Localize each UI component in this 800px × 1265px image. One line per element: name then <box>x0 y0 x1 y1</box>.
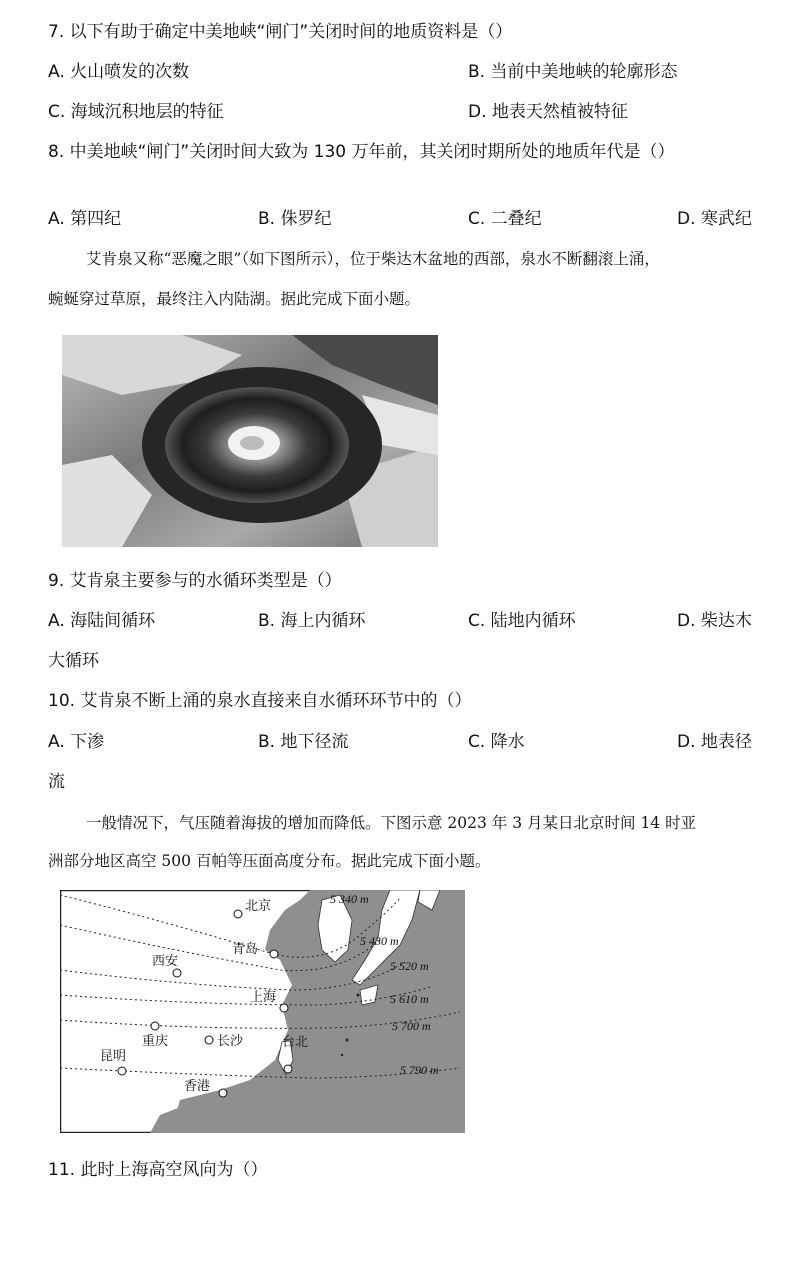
isobaric-height-map <box>60 890 465 1133</box>
contour-label-5700: 5 700 m <box>392 1019 431 1033</box>
city-xian: 西安 <box>152 954 179 969</box>
q10-option-d[interactable]: D. 地表径 <box>677 732 752 752</box>
passage-2-line-2: 洲部分地区高空 500 百帕等压面高度分布。据此完成下面小题。 <box>48 852 491 870</box>
city-kunming: 昆明 <box>100 1049 127 1064</box>
question-11-stem: 11. 此时上海高空风向为（） <box>48 1160 268 1180</box>
q10-option-a[interactable]: A. 下渗 <box>48 732 105 752</box>
passage-1-line-2: 蜿蜒穿过草原，最终注入内陆湖。据此完成下面小题。 <box>48 290 421 308</box>
city-beijing: 北京 <box>245 899 272 914</box>
q8-option-a[interactable]: A. 第四纪 <box>48 209 122 229</box>
q8-option-b[interactable]: B. 侏罗纪 <box>258 209 332 229</box>
contour-label-5610: 5 610 m <box>390 992 429 1006</box>
question-10-stem: 10. 艾肯泉不断上涌的泉水直接来自水循环环节中的（） <box>48 691 472 711</box>
q9-option-c[interactable]: C. 陆地内循环 <box>468 611 576 631</box>
passage-2-line-1: 一般情况下，气压随着海拔的增加而降低。下图示意 2023 年 3 月某日北京时间 14 时亚 <box>86 814 697 832</box>
q7-option-c[interactable]: C. 海域沉积地层的特征 <box>48 102 224 122</box>
q8-option-c[interactable]: C. 二叠纪 <box>468 209 542 229</box>
q9-option-a[interactable]: A. 海陆间循环 <box>48 611 156 631</box>
contour-label-5790: 5 790 m <box>400 1063 439 1077</box>
q10-option-d-continued: 流 <box>48 772 65 792</box>
contour-label-5520: 5 520 m <box>390 959 429 973</box>
q9-option-b[interactable]: B. 海上内循环 <box>258 611 366 631</box>
aiken-spring-photo <box>62 335 438 547</box>
city-chongqing: 重庆 <box>142 1034 169 1049</box>
q9-option-d-continued: 大循环 <box>48 651 99 671</box>
contour-label-5340: 5 340 m <box>330 892 369 906</box>
passage-1-line-1: 艾肯泉又称“恶魔之眼”（如下图所示），位于柴达木盆地的西部，泉水不断翻滚上涌， <box>86 250 660 268</box>
q8-option-d[interactable]: D. 寒武纪 <box>677 209 752 229</box>
city-qingdao: 青岛 <box>232 942 259 957</box>
question-8-stem: 8. 中美地峡“闸门”关闭时间大致为 130 万年前，其关闭时期所处的地质年代是（） <box>48 142 675 162</box>
question-7-stem: 7. 以下有助于确定中美地峡“闸门”关闭时间的地质资料是（） <box>48 22 513 42</box>
q10-option-c[interactable]: C. 降水 <box>468 732 525 752</box>
city-taipei: 台北 <box>282 1035 309 1050</box>
contour-label-5430: 5 430 m <box>360 934 399 948</box>
question-9-stem: 9. 艾肯泉主要参与的水循环类型是（） <box>48 571 342 591</box>
q7-option-a[interactable]: A. 火山喷发的次数 <box>48 62 190 82</box>
q7-option-b[interactable]: B. 当前中美地峡的轮廓形态 <box>468 62 678 82</box>
q9-option-d[interactable]: D. 柴达木 <box>677 611 752 631</box>
city-changsha: 长沙 <box>217 1034 244 1049</box>
city-shanghai: 上海 <box>250 990 277 1005</box>
q7-option-d[interactable]: D. 地表天然植被特征 <box>468 102 628 122</box>
city-hongkong: 香港 <box>184 1079 211 1094</box>
q10-option-b[interactable]: B. 地下径流 <box>258 732 349 752</box>
